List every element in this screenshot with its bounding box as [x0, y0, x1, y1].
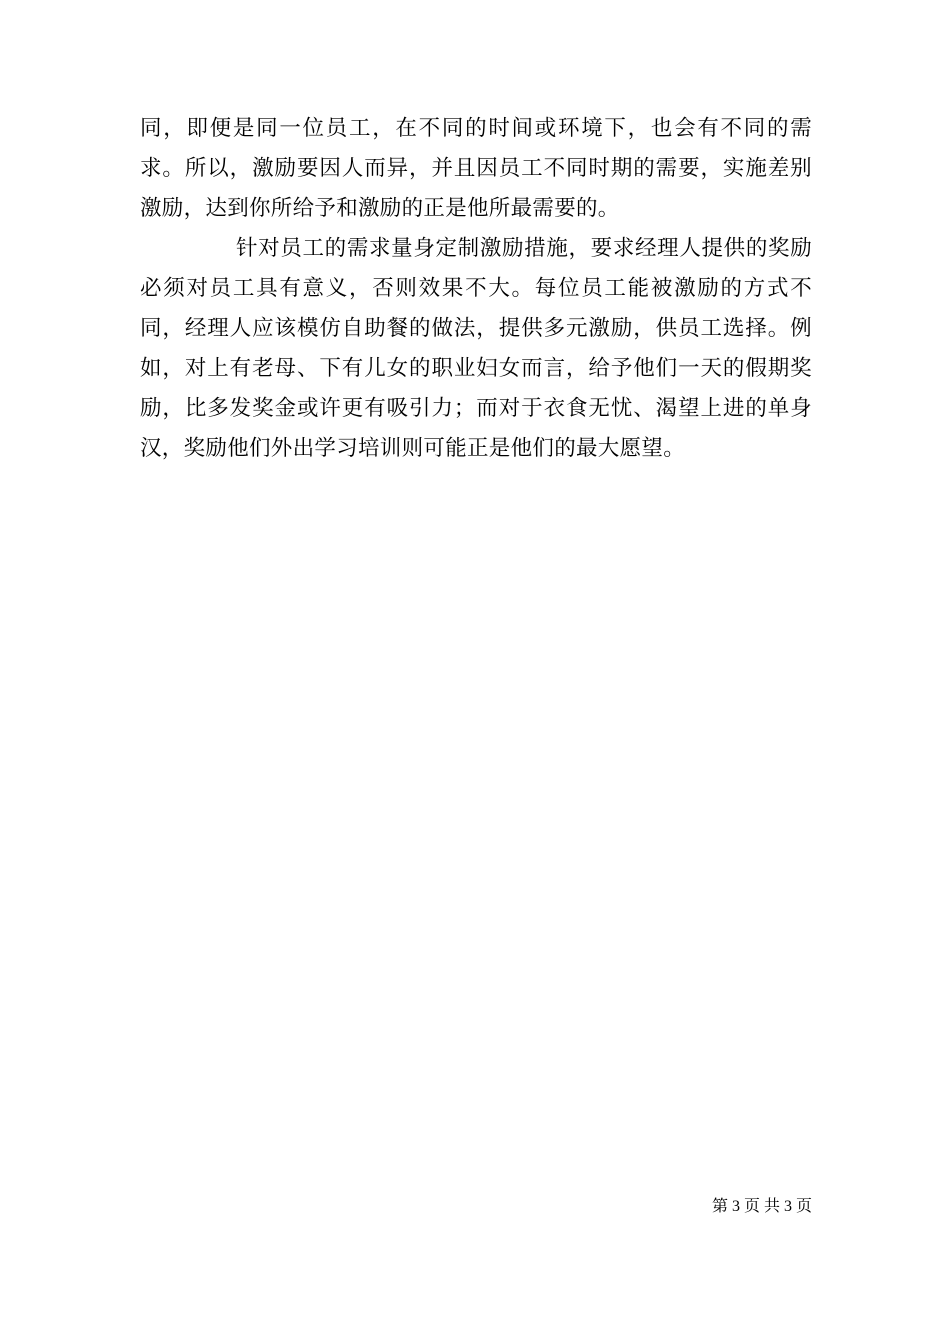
paragraph-1: 同，即便是同一位员工，在不同的时间或环境下，也会有不同的需求。所以，激励要因人而异，并且因员工不同时期的需要，实施差别激励，达到你所给予和激励的正是他所最需要的。	[140, 116, 812, 220]
page-footer	[140, 1196, 812, 1218]
document-body	[140, 108, 812, 468]
page-number: 第 3 页 共 3 页	[711, 1198, 812, 1215]
paragraph-2: 针对员工的需求量身定制激励措施，要求经理人提供的奖励必须对员工具有意义，否则效果不大。每位员工能被激励的方式不同，经理人应该模仿自助餐的做法，提供多元激励，供员工选择。例如，对上有老母、下有儿女的职业妇女而言，给予他们一天的假期奖励，比多发奖金或许更有吸引力；而对于衣食无忧、渴望上进的单身汉，奖励他们外出学习培训则可能正是他们的最大愿望。	[140, 236, 812, 460]
